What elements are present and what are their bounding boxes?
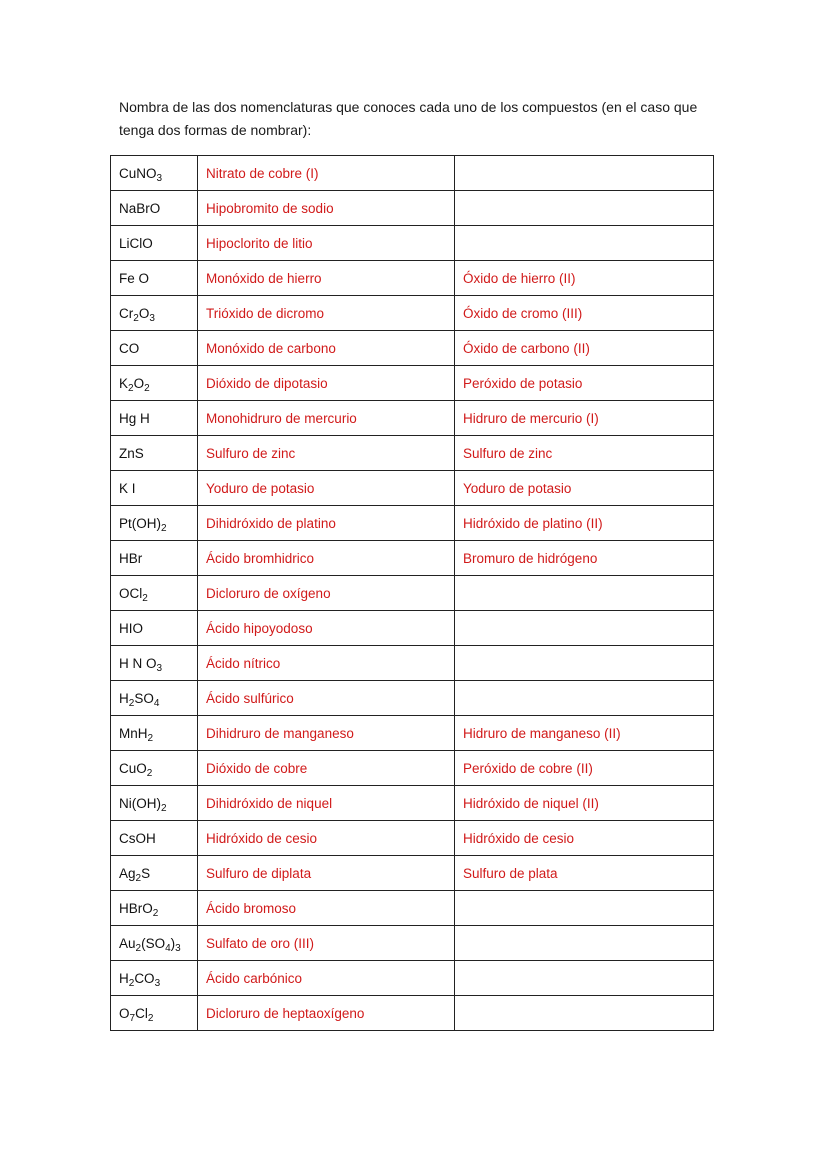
table-row — [111, 436, 714, 471]
name-cell-2 — [455, 226, 714, 261]
name-cell-1: Ácido bromhidrico — [198, 541, 455, 576]
name-cell-2: Hidruro de manganeso (II) — [455, 716, 714, 751]
formula-cell — [111, 821, 198, 856]
formula-text: LiClO — [119, 235, 153, 251]
formula-subscript: 2 — [128, 382, 134, 394]
name-cell-2 — [455, 576, 714, 611]
name-cell-2: Peróxido de potasio — [455, 366, 714, 401]
table-row — [111, 681, 714, 716]
formula-text: Cl — [135, 1005, 148, 1021]
name-cell-2: Hidróxido de cesio — [455, 821, 714, 856]
formula-text: H — [119, 970, 129, 986]
formula-text: O — [138, 305, 150, 321]
table-row — [111, 611, 714, 646]
formula-text: (SO — [141, 935, 166, 951]
formula-cell — [111, 296, 198, 331]
table-row — [111, 191, 714, 226]
name-cell-2 — [455, 926, 714, 961]
formula-subscript: 2 — [128, 977, 135, 989]
formula-text: Ag — [119, 865, 136, 881]
name-cell-2: Óxido de cromo (III) — [455, 296, 714, 331]
formula-text: H N O — [119, 655, 157, 671]
formula-subscript: 2 — [135, 872, 142, 884]
name-cell-1: Ácido sulfúrico — [198, 681, 455, 716]
name-cell-1: Sulfato de oro (III) — [198, 926, 455, 961]
compounds-table — [110, 155, 714, 1031]
formula-cell — [111, 541, 198, 576]
table-row — [111, 576, 714, 611]
name-cell-2: Hidruro de mercurio (I) — [455, 401, 714, 436]
formula-text: NaBrO — [119, 200, 161, 216]
formula-cell — [111, 716, 198, 751]
formula-subscript: 4 — [153, 697, 160, 709]
formula-subscript: 2 — [161, 522, 167, 534]
formula-cell — [111, 996, 198, 1031]
formula-cell — [111, 681, 198, 716]
formula-text: Hg H — [119, 410, 150, 426]
name-cell-2: Hidróxido de platino (II) — [455, 506, 714, 541]
formula-subscript: 2 — [133, 312, 139, 324]
name-cell-1: Dihidruro de manganeso — [198, 716, 455, 751]
formula-subscript: 2 — [135, 942, 142, 954]
formula-text: ) — [170, 935, 176, 951]
formula-text: Ni(OH) — [119, 795, 161, 811]
formula-text: Pt(OH) — [119, 515, 161, 531]
name-cell-1: Trióxido de dicromo — [198, 296, 455, 331]
name-cell-1: Yoduro de potasio — [198, 471, 455, 506]
formula-text: Au — [119, 935, 136, 951]
formula-text: S — [141, 865, 151, 881]
formula-text: SO — [134, 690, 154, 706]
name-cell-2 — [455, 611, 714, 646]
formula-subscript: 3 — [156, 662, 163, 674]
formula-text: CuNO — [119, 165, 157, 181]
formula-text: CO — [119, 340, 140, 356]
table-row — [111, 366, 714, 401]
formula-cell — [111, 891, 198, 926]
formula-subscript: 2 — [147, 732, 154, 744]
name-cell-1: Monóxido de carbono — [198, 331, 455, 366]
formula-text: K — [119, 375, 129, 391]
formula-cell — [111, 191, 198, 226]
formula-cell — [111, 961, 198, 996]
name-cell-2 — [455, 191, 714, 226]
name-cell-2: Yoduro de potasio — [455, 471, 714, 506]
formula-cell — [111, 611, 198, 646]
table-row — [111, 541, 714, 576]
formula-subscript: 2 — [142, 592, 148, 604]
formula-subscript: 7 — [129, 1012, 136, 1024]
name-cell-1: Monóxido de hierro — [198, 261, 455, 296]
name-cell-1: Ácido hipoyodoso — [198, 611, 455, 646]
name-cell-1: Hipobromito de sodio — [198, 191, 455, 226]
formula-cell — [111, 366, 198, 401]
formula-cell — [111, 856, 198, 891]
table-row — [111, 471, 714, 506]
table-row — [111, 506, 714, 541]
name-cell-1: Dihidróxido de niquel — [198, 786, 455, 821]
name-cell-2: Bromuro de hidrógeno — [455, 541, 714, 576]
formula-text: HIO — [119, 620, 144, 636]
formula-subscript: 3 — [156, 172, 163, 184]
name-cell-1: Monohidruro de mercurio — [198, 401, 455, 436]
name-cell-1: Dicloruro de oxígeno — [198, 576, 455, 611]
name-cell-1: Ácido nítrico — [198, 646, 455, 681]
name-cell-1: Ácido carbónico — [198, 961, 455, 996]
name-cell-2: Peróxido de cobre (II) — [455, 751, 714, 786]
table-row — [111, 401, 714, 436]
formula-cell — [111, 646, 198, 681]
name-cell-1: Ácido bromoso — [198, 891, 455, 926]
formula-cell — [111, 226, 198, 261]
formula-text: MnH — [119, 725, 148, 741]
formula-subscript: 2 — [146, 767, 153, 779]
formula-subscript: 2 — [128, 697, 135, 709]
formula-text: H — [119, 690, 129, 706]
formula-cell — [111, 786, 198, 821]
formula-text: O — [119, 1005, 130, 1021]
name-cell-2: Sulfuro de plata — [455, 856, 714, 891]
instructions — [119, 96, 719, 142]
table-row — [111, 331, 714, 366]
name-cell-1: Dicloruro de heptaoxígeno — [198, 996, 455, 1031]
formula-cell — [111, 471, 198, 506]
name-cell-2 — [455, 891, 714, 926]
formula-subscript: 2 — [161, 802, 167, 814]
table-row — [111, 296, 714, 331]
name-cell-2: Sulfuro de zinc — [455, 436, 714, 471]
formula-cell — [111, 576, 198, 611]
table-row — [111, 821, 714, 856]
table-row — [111, 961, 714, 996]
compounds-table-body — [111, 156, 714, 1031]
formula-text: CO — [134, 970, 155, 986]
formula-text: CuO — [119, 760, 147, 776]
name-cell-2: Óxido de hierro (II) — [455, 261, 714, 296]
formula-subscript: 3 — [154, 977, 161, 989]
table-row — [111, 891, 714, 926]
formula-text: HBr — [119, 550, 143, 566]
name-cell-2 — [455, 646, 714, 681]
name-cell-2 — [455, 681, 714, 716]
formula-cell — [111, 506, 198, 541]
table-row — [111, 996, 714, 1031]
instructions-line-1: Nombra de las dos nomenclaturas que conoces cada uno de los compuestos (en el caso que — [119, 99, 698, 115]
formula-cell — [111, 331, 198, 366]
formula-text: CsOH — [119, 830, 156, 846]
formula-text: O — [133, 375, 145, 391]
name-cell-2 — [455, 996, 714, 1031]
name-cell-2: Óxido de carbono (II) — [455, 331, 714, 366]
formula-subscript: 4 — [165, 942, 171, 954]
name-cell-1: Sulfuro de diplata — [198, 856, 455, 891]
table-row — [111, 156, 714, 191]
name-cell-1: Dihidróxido de platino — [198, 506, 455, 541]
name-cell-2: Hidróxido de niquel (II) — [455, 786, 714, 821]
name-cell-1: Dióxido de dipotasio — [198, 366, 455, 401]
name-cell-1: Sulfuro de zinc — [198, 436, 455, 471]
formula-text: ZnS — [119, 445, 144, 461]
name-cell-2 — [455, 156, 714, 191]
formula-text: OCl — [119, 585, 143, 601]
formula-cell — [111, 401, 198, 436]
formula-subscript: 2 — [152, 907, 159, 919]
table-row — [111, 226, 714, 261]
table-row — [111, 856, 714, 891]
formula-cell — [111, 261, 198, 296]
formula-text: Fe O — [119, 270, 150, 286]
instructions-line-2: tenga dos formas de nombrar): — [119, 122, 312, 138]
table-row — [111, 716, 714, 751]
formula-cell — [111, 436, 198, 471]
name-cell-1: Hipoclorito de litio — [198, 226, 455, 261]
name-cell-1: Dióxido de cobre — [198, 751, 455, 786]
formula-subscript: 3 — [149, 312, 155, 324]
table-row — [111, 646, 714, 681]
name-cell-2 — [455, 961, 714, 996]
formula-cell — [111, 156, 198, 191]
formula-text: K I — [119, 480, 136, 496]
formula-text: Cr — [119, 305, 134, 321]
formula-subscript: 3 — [175, 942, 181, 954]
formula-cell — [111, 751, 198, 786]
name-cell-1: Hidróxido de cesio — [198, 821, 455, 856]
formula-text: HBrO — [119, 900, 153, 916]
formula-subscript: 2 — [147, 1012, 154, 1024]
name-cell-1: Nitrato de cobre (I) — [198, 156, 455, 191]
formula-subscript: 2 — [144, 382, 150, 394]
table-row — [111, 926, 714, 961]
table-row — [111, 786, 714, 821]
table-row — [111, 751, 714, 786]
table-row — [111, 261, 714, 296]
formula-cell — [111, 926, 198, 961]
